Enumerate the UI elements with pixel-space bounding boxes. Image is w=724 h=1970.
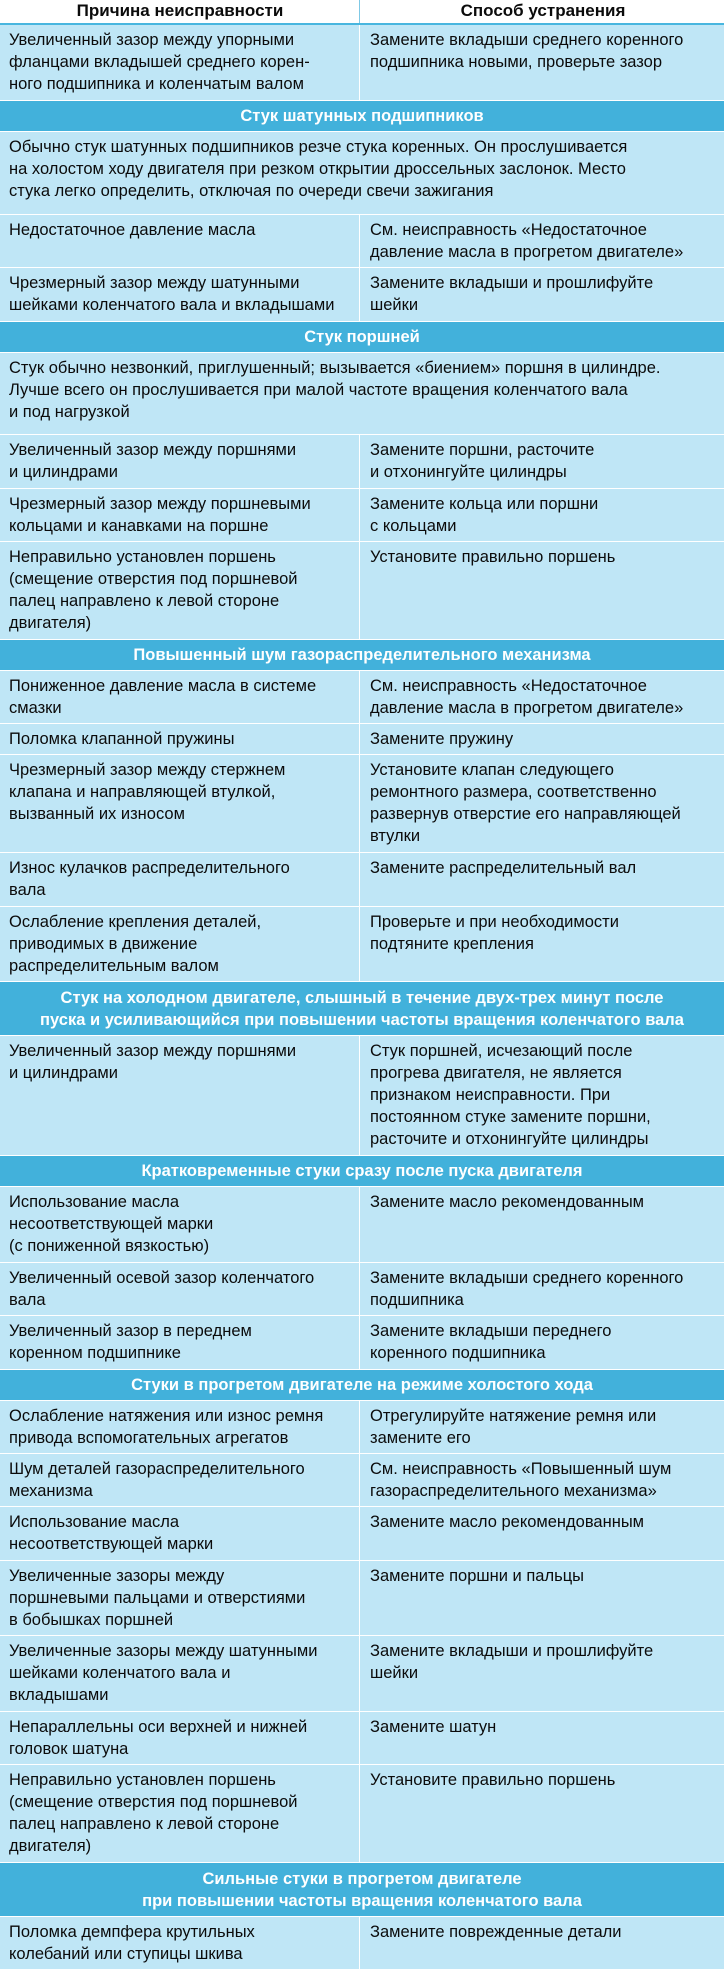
section-note: Стук обычно незвонкий, приглушенный; вызывается «биением» поршня в цилиндре. Лучше всего он прослушивается при малой частоте вращения коленчатого вала и под нагрузкой [0,353,724,436]
table-row [0,1036,724,1156]
table-row [0,489,724,542]
section-heading: Стуки в прогретом двигателе на режиме холостого хода [0,1370,724,1401]
table-row [0,1401,724,1454]
section-note: Обычно стук шатунных подшипников резче стука коренных. Он прослушивается на холостом ходу двигателя при резком открытии дроссельных заслонок. Место стука легко определить, отключая по очереди свечи зажигания [0,132,724,215]
remedy-cell: Замените масло рекомендованным [370,1513,645,1532]
table-row [0,1187,724,1263]
cause-cell: Увеличенный осевой зазор коленчатого вала [0,1263,360,1315]
column-header-cause: Причина неисправности [0,0,360,23]
cause-cell: Увеличенные зазоры между шатунными шейками коленчатого вала и вкладышами [0,1636,360,1711]
remedy-cell: См. неисправность «Недостаточное давление масла в прогретом двигателе» [370,677,684,718]
cause-cell: Неправильно установлен поршень (смещение отверстия под поршневой палец направлено к левой стороне двигателя) [0,1765,360,1862]
table-row [0,542,724,640]
remedy-cell: Замените распределительный вал [370,859,637,878]
cause-cell: Чрезмерный зазор между стержнем клапана и направляющей втулкой, вызванный их износом [0,755,360,852]
table-row [0,1263,724,1316]
remedy-cell: Замените пружину [370,730,514,749]
table-row [0,1454,724,1507]
cause-cell: Увеличенные зазоры между поршневыми пальцами и отверстиями в бобышках поршней [0,1561,360,1636]
remedy-cell: Замените поршни, расточите и отхонингуйте цилиндры [370,441,595,482]
remedy-cell: Замените поврежденные детали [370,1922,622,1941]
remedy-cell: Замените масло рекомендованным [370,1193,645,1212]
table-row [0,853,724,906]
table-row [0,25,724,101]
remedy-cell: Замените вкладыши и прошлифуйте шейки [370,1642,654,1683]
cause-cell: Чрезмерный зазор между поршневыми кольцами и канавками на поршне [0,489,360,541]
remedy-cell: Замените вкладыши среднего коренного подшипника [370,1268,684,1309]
remedy-cell: Установите клапан следующего ремонтного размера, соответственно развернув отверстие его направляющей втулки [370,761,681,846]
table-row [0,724,724,755]
cause-cell: Неправильно установлен поршень (смещение отверстия под поршневой палец направлено к левой стороне двигателя) [0,542,360,639]
cause-cell: Недостаточное давление масла [0,215,360,267]
remedy-cell: Замените поршни и пальцы [370,1566,585,1585]
table-row [0,268,724,321]
cause-cell: Износ кулачков распределительного вала [0,853,360,905]
table-row [0,671,724,724]
cause-cell: Шум деталей газораспределительного механизма [0,1454,360,1506]
remedy-cell: Проверьте и при необходимости подтяните крепления [370,912,619,953]
section-heading: Стук на холодном двигателе, слышный в течение двух-трех минут после пуска и усиливающийся при повышении частоты вращения коленчатого вала [0,982,724,1035]
section-heading: Сильные стуки в прогретом двигателе при повышении частоты вращения коленчатого вала [0,1863,724,1916]
cause-cell: Пониженное давление масла в системе смазки [0,671,360,723]
remedy-cell: Замените вкладыши и прошлифуйте шейки [370,274,654,315]
section-heading: Стук поршней [0,322,724,353]
remedy-cell: Стук поршней, исчезающий после прогрева двигателя, не является признаком неисправности. При постоянном стуке замените поршни, расточите и отхонингуйте цилиндры [370,1041,651,1148]
remedy-cell: Замените вкладыши среднего коренного подшипника новыми, проверьте зазор [370,31,684,72]
remedy-cell: См. неисправность «Повышенный шум газораспределительного механизма» [370,1459,672,1500]
table-row [0,1636,724,1712]
cause-cell: Использование масла несоответствующей марки (с пониженной вязкостью) [0,1187,360,1262]
cause-cell: Непараллельны оси верхней и нижней головок шатуна [0,1712,360,1764]
table-row [0,1917,724,1970]
remedy-cell: Установите правильно поршень [370,1771,616,1790]
column-header-remedy: Способ устранения [460,1,626,21]
cause-cell: Использование масла несоответствующей марки [0,1507,360,1559]
table-row [0,1561,724,1637]
table-header [0,0,724,25]
cause-cell: Увеличенный зазор между поршнями и цилиндрами [0,1036,360,1155]
remedy-cell: Замените вкладыши переднего коренного подшипника [370,1322,612,1363]
remedy-cell: Замените шатун [370,1718,497,1737]
remedy-cell: Замените кольца или поршни с кольцами [370,494,599,535]
cause-cell: Ослабление крепления деталей, приводимых в движение распределительным валом [0,907,360,982]
cause-cell: Увеличенный зазор между упорными фланцами вкладышей среднего корен- ного подшипника и коленчатым валом [0,25,360,100]
table-row [0,755,724,853]
cause-cell: Поломка демпфера крутильных колебаний или ступицы шкива [0,1917,360,1969]
table-row [0,907,724,983]
remedy-cell: См. неисправность «Недостаточное давление масла в прогретом двигателе» [370,220,684,261]
table-row [0,1316,724,1369]
cause-cell: Ослабление натяжения или износ ремня привода вспомогательных агрегатов [0,1401,360,1453]
table-row [0,435,724,488]
section-heading: Кратковременные стуки сразу после пуска двигателя [0,1156,724,1187]
section-heading: Стук шатунных подшипников [0,101,724,132]
remedy-cell: Отрегулируйте натяжение ремня или замените его [370,1406,657,1447]
table-row [0,1507,724,1560]
table-row [0,215,724,268]
section-heading: Повышенный шум газораспределительного механизма [0,640,724,671]
remedy-cell: Установите правильно поршень [370,548,616,567]
cause-cell: Увеличенный зазор в переднем коренном подшипнике [0,1316,360,1368]
table-row [0,1712,724,1765]
cause-cell: Увеличенный зазор между поршнями и цилиндрами [0,435,360,487]
cause-cell: Поломка клапанной пружины [0,724,360,754]
cause-cell: Чрезмерный зазор между шатунными шейками коленчатого вала и вкладышами [0,268,360,320]
table-row [0,1765,724,1863]
